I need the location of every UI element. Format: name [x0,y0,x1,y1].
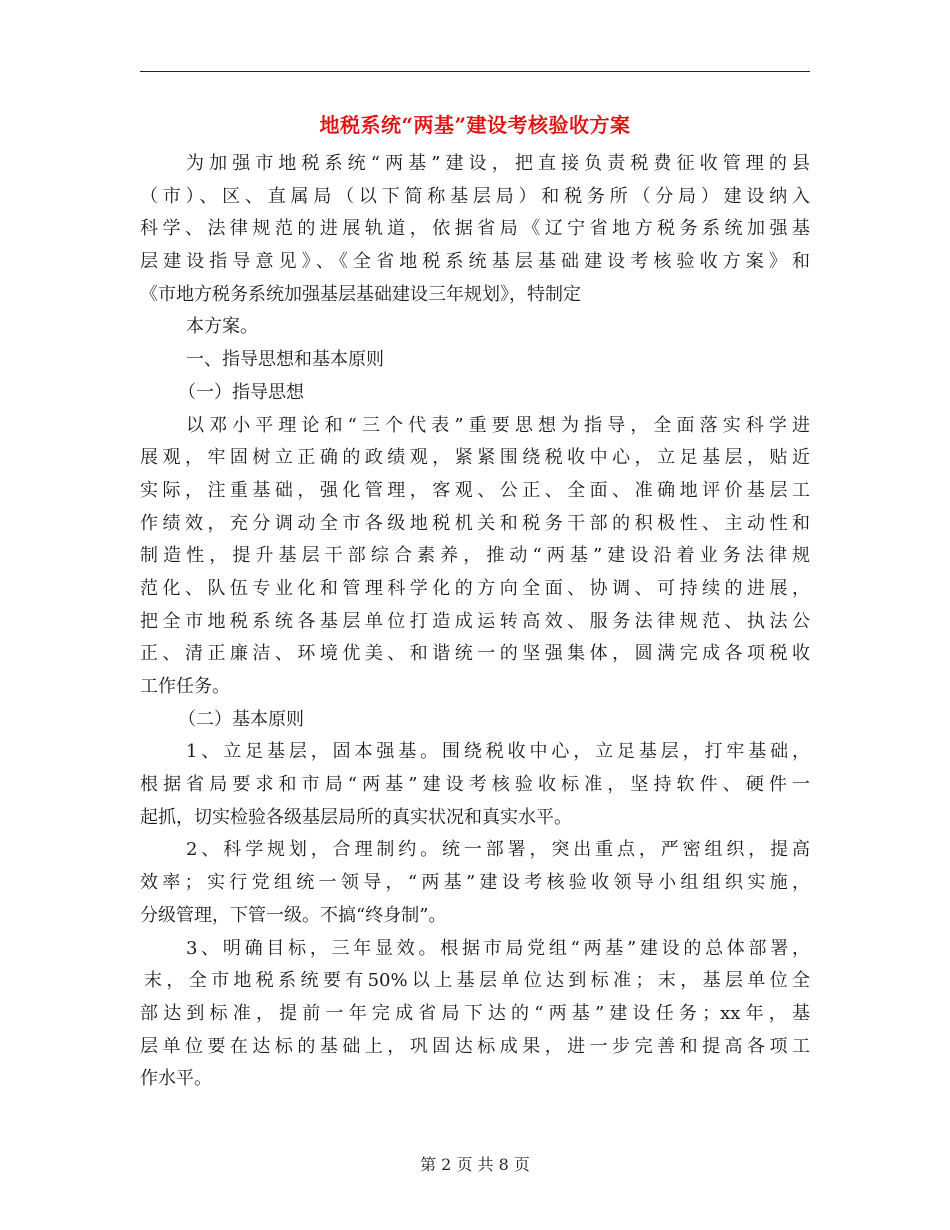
paragraph-line: 制造性，提升基层干部综合素养，推动“两基”建设沿着业务法律规 [140,545,810,567]
paragraph-line: 展观，牢固树立正确的政绩观，紧紧围绕税收中心，立足基层，贴近 [140,447,810,469]
paragraph-line: 把全市地税系统各基层单位打造成运转高效、服务法律规范、执法公 [140,610,810,632]
document-body [140,148,810,1096]
paragraph-line: 本方案。 [186,316,258,338]
paragraph-line: 3、明确目标，三年显效。根据市局党组“两基”建设的总体部署， [186,937,810,959]
paragraph-line: 层单位要在达标的基础上，巩固达标成果，进一步完善和提高各项工 [140,1035,810,1057]
paragraph-line: 起抓，切实检验各级基层局所的真实状况和真实水平。 [140,806,572,828]
paragraph-line: 作绩效，充分调动全市各级地税机关和税务干部的积极性、主动性和 [140,512,810,534]
paragraph-line: 科学、法律规范的进展轨道，依据省局《辽宁省地方税务系统加强基 [140,218,810,240]
paragraph-line: 《市地方税务系统加强基层基础建设三年规划》，特制定 [140,283,581,305]
paragraph-line: 分级管理，下管一级。不搞“终身制”。 [140,904,447,926]
paragraph-line: 1、立足基层，固本强基。围绕税收中心，立足基层，打牢基础， [186,741,810,763]
paragraph-line: （市）、区、直属局（以下简称基层局）和税务所（分局）建设纳入 [140,185,810,207]
document-title: 地税系统“两基”建设考核验收方案 [319,113,631,137]
paragraph-line: 为加强市地税系统“两基”建设，把直接负责税费征收管理的县 [186,153,810,174]
subsection-heading: （二）基本原则 [178,708,304,730]
paragraph-line: 部达到标准，提前一年完成省局下达的“两基”建设任务；xx年，基 [140,1002,810,1024]
paragraph-line: 根据省局要求和市局“两基”建设考核验收标准，坚持软件、硬件一 [140,774,810,796]
paragraph-line: 正、清正廉洁、环境优美、和谐统一的坚强集体，圆满完成各项税收 [140,643,810,665]
subsection-heading: （一）指导思想 [178,381,304,403]
section-heading: 一、指导思想和基本原则 [186,349,384,371]
paragraph-line: 2、科学规划，合理制约。统一部署，突出重点，严密组织，提高 [186,839,810,861]
paragraph-line: 范化、队伍专业化和管理科学化的方向全面、协调、可持续的进展， [140,577,810,599]
paragraph-line: 工作任务。 [140,676,230,697]
paragraph-line: 实际，注重基础，强化管理，客观、公正、全面、准确地评价基层工 [140,479,810,501]
page-number-footer: 第 2 页 共 8 页 [420,1155,530,1174]
header-rule [140,71,810,72]
paragraph-line: 作水平。 [140,1068,212,1090]
paragraph-line: 以邓小平理论和“三个代表”重要思想为指导，全面落实科学进 [186,414,810,436]
paragraph-line: 效率；实行党组统一领导，“两基”建设考核验收领导小组组织实施， [140,872,810,894]
paragraph-line: 末，全市地税系统要有50%以上基层单位达到标准；末，基层单位全 [144,970,810,992]
paragraph-line: 层建设指导意见》、《全省地税系统基层基础建设考核验收方案》和 [140,251,810,273]
